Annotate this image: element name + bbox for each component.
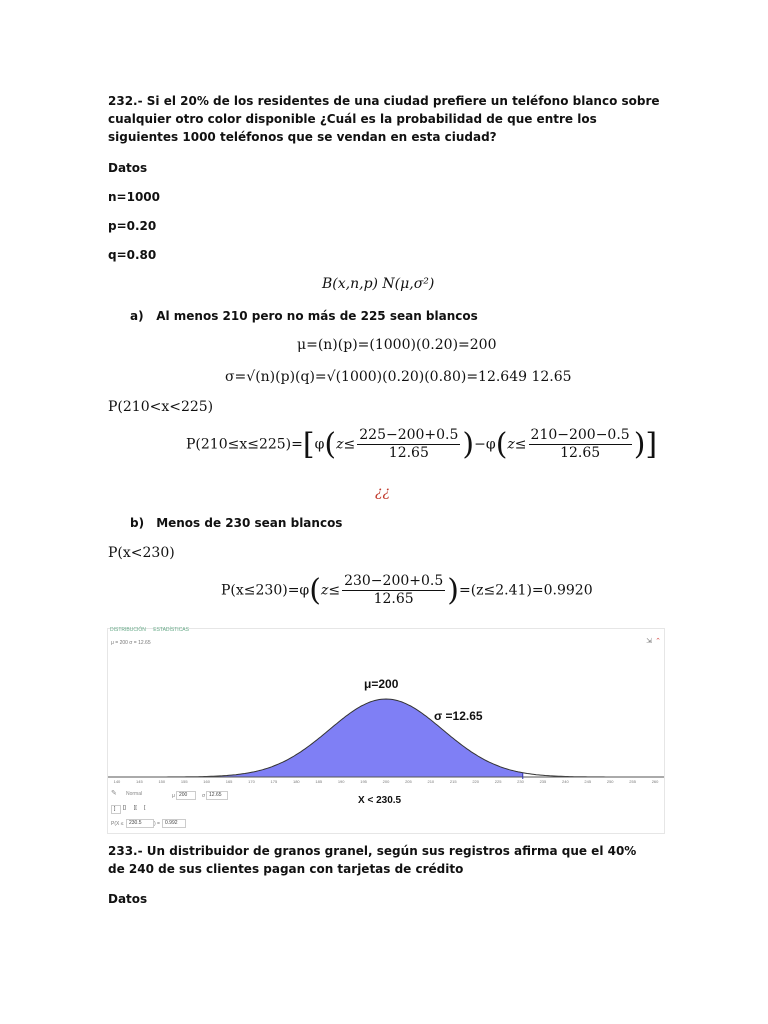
x-tick-label: 245 <box>584 779 592 784</box>
prob-a-expression: P(210≤x≤225)=[φ(z≤ $\frac{225-200+0.5}{12.65}$ )−φ(z≤ $\frac{210-200-0.5}{12.65}$ )] <box>186 427 658 462</box>
x-tick-label: 170 <box>248 779 255 784</box>
part-a <box>130 309 478 323</box>
sigma-formula: σ=√(n)(p)(q)=√(1000)(0.20)(0.80)=12.649 12.65 <box>225 369 572 385</box>
problem-233-statement: 233.- Un distribuidor de granos granel, según sus registros afirma que el 40% de 240 de sus clientes pagan con tarjetas de crédito <box>108 844 637 876</box>
x-tick-label: 220 <box>472 779 480 784</box>
probability-calculator <box>107 628 665 834</box>
mu-formula: μ=(n)(p)=(1000)(0.20)=200 <box>297 337 497 353</box>
fraction-b-den: 12.65 <box>373 591 414 607</box>
prob-a-left: P(210<x<225) <box>108 399 214 415</box>
x-bound-label: X < 230.5 <box>358 795 402 806</box>
part-b-label: b) <box>130 516 145 530</box>
x-tick-label: 180 <box>292 779 300 784</box>
fraction-1-num: 225−200+0.5 <box>359 427 459 443</box>
sigma-input[interactable]: 12.65 <box>206 791 228 800</box>
part-b-text: Menos de 230 sean blancos <box>156 516 343 530</box>
fraction-b <box>342 573 445 608</box>
fraction-2 <box>529 427 632 462</box>
part-a-label: a) <box>130 309 144 323</box>
datos-label: Datos <box>108 161 148 175</box>
x-input[interactable]: 230.5 <box>126 819 154 828</box>
mu-symbol: μ <box>172 793 175 799</box>
x-tick-label: 235 <box>539 779 547 784</box>
x-tick-label: 225 <box>494 779 502 784</box>
x-tick-label: 145 <box>136 779 143 784</box>
x-tick-label: 240 <box>562 779 569 784</box>
x-tick-label: 150 <box>158 779 166 784</box>
x-tick-label: 205 <box>405 779 412 784</box>
x-tick-label: 160 <box>203 779 210 784</box>
bracket-open: [ <box>302 427 315 462</box>
x-tick-label: 255 <box>629 779 636 784</box>
x-tick-label: 250 <box>606 779 614 784</box>
bracket-close: ] <box>645 427 658 462</box>
x-tick-label: 230 <box>517 779 524 784</box>
part-a-text: Al menos 210 pero no más de 225 sean blancos <box>156 309 478 323</box>
x-tick-label: 215 <box>449 779 457 784</box>
prob-a-head: P(210≤x≤225)= <box>186 436 303 453</box>
x-tick-label: 175 <box>270 779 278 784</box>
problem-232-statement: 232.- Si el 20% de los residentes de una ciudad prefiere un teléfono blanco sobre cualquier otro color disponible ¿Cuál es la probabilidad de que entre los siguientes 1000 teléfonos que se vendan en esta ciudad? <box>108 94 660 144</box>
paren-close-2: ) <box>633 427 646 462</box>
left-tail-button[interactable]: ] <box>111 805 121 814</box>
fraction-2-den: 12.65 <box>560 445 601 461</box>
close-icon[interactable]: ⌃ <box>655 638 661 645</box>
pencil-icon[interactable]: ✎ <box>111 790 117 797</box>
prob-b-left: P(x<230) <box>108 545 175 561</box>
normal-distribution-chart <box>108 629 664 799</box>
prob-b-tail: =(z≤2.41)=0.9920 <box>458 582 593 599</box>
x-tick-label: 260 <box>651 779 659 784</box>
tab-statistics[interactable]: ESTADÍSTICAS <box>153 627 189 633</box>
x-tick-label: 190 <box>337 779 345 784</box>
prob-result: 0.992 <box>162 819 186 828</box>
paren-open: ( <box>324 427 337 462</box>
q-value: q=0.80 <box>108 248 157 262</box>
sigma-annotation: σ =12.65 <box>434 709 483 723</box>
prob-equals: ) = <box>154 821 160 827</box>
export-icon[interactable]: ⇲ <box>646 638 652 645</box>
x-tick-label: 165 <box>225 779 233 784</box>
sigma-symbol: σ <box>202 793 206 799</box>
fraction-1-den: 12.65 <box>388 445 429 461</box>
paren-open-2: ( <box>495 427 508 462</box>
n-value: n=1000 <box>108 190 160 204</box>
x-tick-label: 140 <box>113 779 121 784</box>
paren-close: ) <box>462 427 475 462</box>
x-tick-label: 210 <box>427 779 435 784</box>
x-tick-label: 195 <box>360 779 367 784</box>
prob-prefix: P(X ≤ <box>111 821 124 827</box>
distribution-select[interactable]: Normal <box>124 791 154 798</box>
x-tick-label: 200 <box>382 779 390 784</box>
x-tick-label: 155 <box>180 779 188 784</box>
error-marks: ¿¿ <box>375 484 391 500</box>
prob-b-head: P(x≤230)=φ <box>221 582 310 599</box>
interval-button[interactable]: [] <box>121 805 129 812</box>
prob-b-expression: P(x≤230)=φ(z≤ $\frac{230-200+0.5}{12.65}$ )=(z≤2.41)=0.9920 <box>221 573 593 608</box>
distribution-formula: B(x,n,p) N(μ,σ²) <box>322 276 435 292</box>
paren-open-b: ( <box>309 573 321 608</box>
params-line: μ = 200 σ = 12.65 <box>111 640 151 646</box>
paren-close-b: ) <box>447 573 459 608</box>
two-sided-button[interactable]: ][ <box>132 805 140 812</box>
part-b <box>130 516 342 530</box>
mu-input[interactable]: 200 <box>176 791 196 800</box>
p-value: p=0.20 <box>108 219 157 233</box>
tab-distribution[interactable]: DISTRIBUCIÓN <box>110 627 146 633</box>
fraction-2-num: 210−200−0.5 <box>530 427 630 443</box>
problem-233-datos: Datos <box>108 892 148 906</box>
fraction-b-num: 230−200+0.5 <box>344 573 444 589</box>
x-tick-label: 185 <box>315 779 323 784</box>
mu-annotation: μ=200 <box>364 677 399 691</box>
right-tail-button[interactable]: [ <box>142 805 150 812</box>
fraction-1 <box>357 427 460 462</box>
